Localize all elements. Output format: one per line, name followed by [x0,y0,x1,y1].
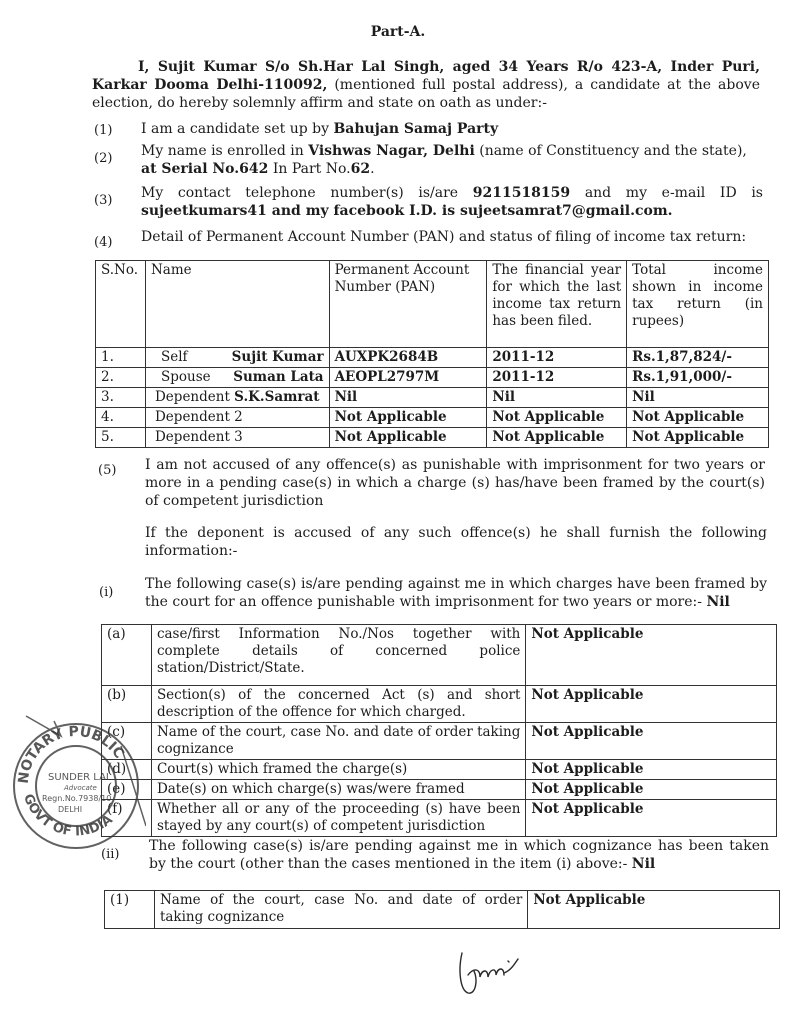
page-title: Part-A. [370,24,426,40]
row-income: Not Applicable [627,428,769,448]
stamp-reg: Regn.No.7938/10 [42,794,112,803]
case-description: Date(s) on which charge(s) was/were framed [151,780,525,800]
constituency: Vishwas Nagar, Delhi [308,143,475,159]
intro-paragraph [92,58,760,112]
item2-number: (2) [94,151,113,166]
cognizance-description: Name of the court, case No. and date of order taking cognizance [154,891,527,929]
stamp-city: DELHI [58,805,83,814]
case-description: Name of the court, case No. and date of order taking cognizance [151,723,525,760]
item4-number: (4) [94,235,113,250]
party-name: Bahujan Samaj Party [333,121,499,137]
item2-part-label: In Part No. [268,161,351,177]
row-pan: Not Applicable [329,408,487,428]
row-relation: Dependent 3 [154,429,243,445]
row-year: Not Applicable [487,428,627,448]
cognizance-value: Not Applicable [528,891,780,929]
email-id: sujeetkumars41 and my facebook I.D. is sujeetsamrat7@gmail.com. [141,203,673,219]
row-name-cell [145,368,329,388]
row-name-cell [145,428,329,448]
row-name-cell [145,388,329,408]
table-row [102,625,777,686]
header-financial-year: The financial year for which the last income tax return has been filed. [487,261,627,348]
case-value: Not Applicable [526,686,777,723]
stamp-role: Advocate [64,784,97,792]
row-income: Nil [627,388,769,408]
item2-label: My name is enrolled in [141,143,309,159]
item-i-label: The following case(s) is/are pending against me in which charges have been framed by the court for an offence punishable with imprisonment for two years or more:- [145,576,767,610]
cognizance-label: (1) [105,891,155,929]
row-income: Rs.1,87,824/- [627,348,769,368]
row-year: 2011-12 [487,368,627,388]
item5-number: (5) [98,463,117,478]
table-row [96,388,769,408]
item3-number: (3) [94,193,113,208]
item2-end: . [370,161,375,177]
row-year: 2011-12 [487,348,627,368]
table-row [102,780,777,800]
pan-table-header [96,261,769,348]
row-relation: Dependent 2 [154,409,243,425]
case-description: Court(s) which framed the charge(s) [151,760,525,780]
case-description: Section(s) of the concerned Act (s) and short description of the offence for which charged. [151,686,525,723]
case-label: (a) [102,625,152,686]
row-relation: Dependent [154,389,230,405]
item2-text [141,142,763,178]
item1-text [141,120,763,138]
item-ii-number: (ii) [101,847,120,862]
case-label: (c) [102,723,152,760]
row-sno: 5. [96,428,146,448]
header-sno: S.No. [96,261,146,348]
table-row [102,760,777,780]
table-row [105,891,780,929]
row-sno: 3. [96,388,146,408]
header-pan: Permanent Account Number (PAN) [329,261,487,348]
item4-text: Detail of Permanent Account Number (PAN) and status of filing of income tax return: [141,229,747,245]
item-i-text [145,575,767,611]
item-i-nil: Nil [706,594,730,610]
deponent-details: I, Sujit Kumar S/o Sh.Har Lal Singh, aged 34 Years R/o 423-A, Inder Puri, Karkar Dooma Delhi-110092, [92,59,760,93]
case-label: (b) [102,686,152,723]
case-value: Not Applicable [526,723,777,760]
table-row [96,408,769,428]
case-value: Not Applicable [526,800,777,837]
item-ii-label: The following case(s) is/are pending against me in which cognizance has been taken by the court (other than the cases mentioned in the item (i) above:- [149,838,769,872]
row-person-name: Suman Lata [233,369,324,385]
row-income: Not Applicable [627,408,769,428]
part-number: 62 [350,161,371,177]
row-person-name: S.K.Samrat [234,389,320,405]
case-value: Not Applicable [526,760,777,780]
row-year: Not Applicable [487,408,627,428]
item3-text [141,184,763,220]
row-pan: AEOPL2797M [329,368,487,388]
item1-label: I am a candidate set up by [141,121,334,137]
table-row [102,800,777,837]
case-description: Whether all or any of the proceeding (s) have been stayed by any court(s) of competent jurisdiction [151,800,525,837]
case-label: (d) [102,760,152,780]
table-row [96,428,769,448]
intro-rest: (mentioned full postal address), a candidate at the above election, do hereby solemnly affirm and state on oath as under:- [92,77,760,111]
table-row [102,686,777,723]
case-label: (e) [102,780,152,800]
notary-stamp-icon [6,706,146,856]
row-sno: 1. [96,348,146,368]
row-name-cell [145,408,329,428]
header-name: Name [145,261,329,348]
serial-number: at Serial No.642 [141,161,269,177]
row-relation: Spouse [160,369,211,385]
case-description: case/first Information No./Nos together with complete details of concerned police station/District/State. [151,625,525,686]
table-row [96,348,769,368]
item-i-number: (i) [99,585,114,600]
row-sno: 2. [96,368,146,388]
item-ii-nil: Nil [631,856,656,872]
signature-icon [454,945,524,1000]
row-income: Rs.1,91,000/- [627,368,769,388]
row-relation: Self [160,349,188,365]
item1-number: (1) [94,123,113,138]
row-pan: Nil [329,388,487,408]
stamp-name: SUNDER LAL [48,772,112,783]
item5-text: I am not accused of any offence(s) as punishable with imprisonment for two years or more in a pending case(s) in which a charge (s) has/have been framed by the court(s) of competent jurisdiction [145,457,765,509]
item2-mid: (name of Constituency and the state), [474,143,747,159]
item-ii-text [149,837,769,873]
item3-label: My contact telephone number(s) is/are [141,185,473,201]
table-row [96,368,769,388]
cognizance-table [104,890,780,929]
case-value: Not Applicable [526,625,777,686]
header-total-income: Total income shown in income tax return (in rupees) [627,261,769,348]
row-person-name: Sujit Kumar [231,349,324,365]
row-pan: Not Applicable [329,428,487,448]
row-pan: AUXPK2684B [329,348,487,368]
table-row [102,723,777,760]
row-year: Nil [487,388,627,408]
phone-number: 9211518159 [472,185,571,201]
row-name-cell [145,348,329,368]
deponent-note: If the deponent is accused of any such offence(s) he shall furnish the following information:- [145,525,767,559]
item3-mid: and my e-mail ID is [570,185,763,201]
stamp-top-text: NOTARY PUBLIC [15,723,127,785]
pan-table [95,260,769,448]
case-value: Not Applicable [526,780,777,800]
case-label: (f) [102,800,152,837]
row-sno: 4. [96,408,146,428]
cases-table [101,624,777,837]
stamp-bottom-text: GOVT OF INDIA [20,792,116,840]
